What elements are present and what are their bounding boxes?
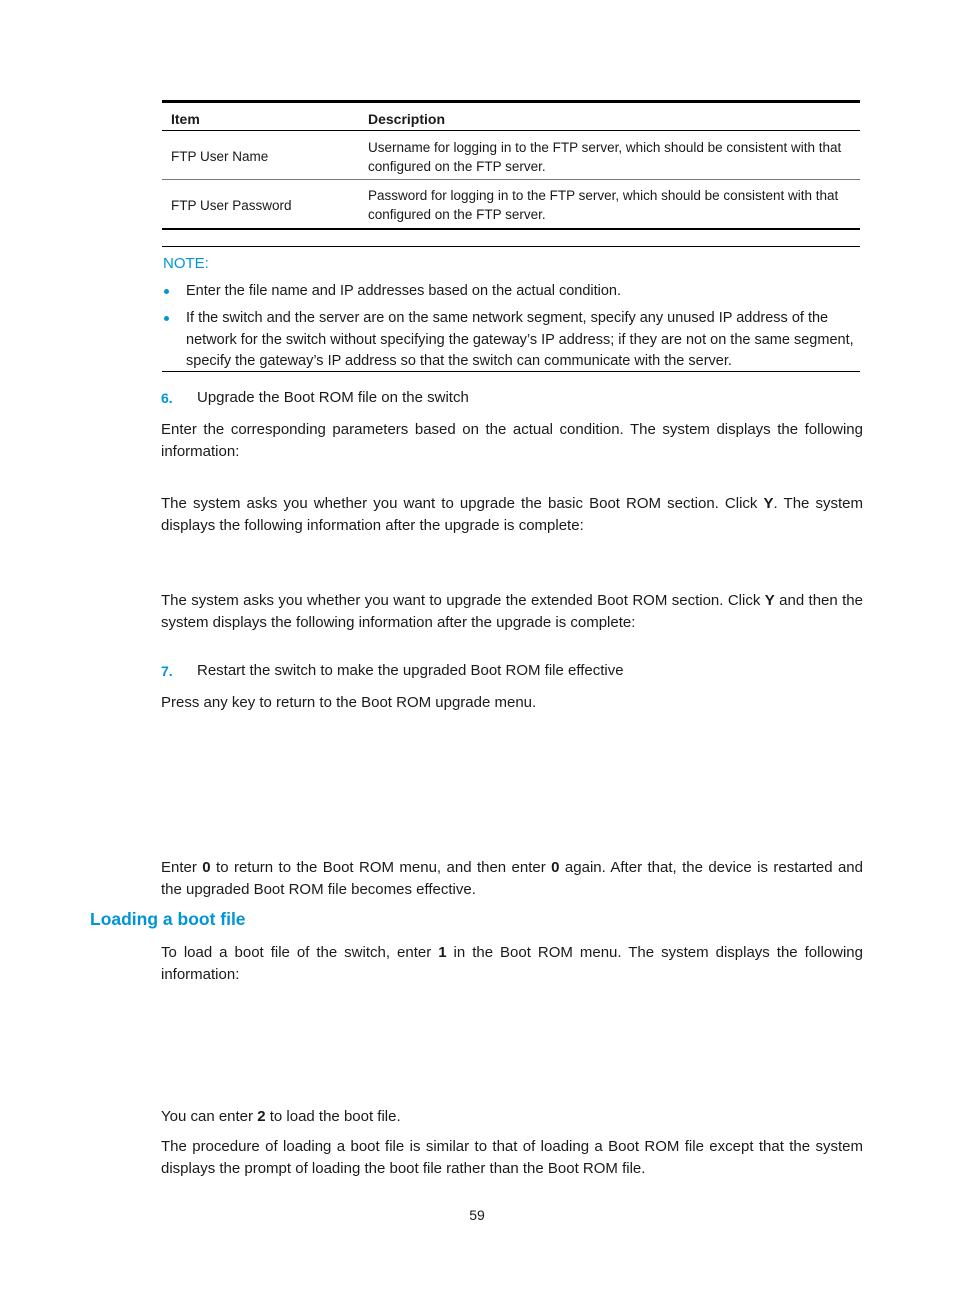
note-bullet-text: Enter the file name and IP addresses based on the actual condition. [186,283,622,299]
body-paragraph: The procedure of loading a boot file is similar to that of loading a Boot ROM file except that the system displays the prompt of loading the boot file rather than the Boot ROM file. [161,1138,863,1177]
body-paragraph: The system asks you whether you want to upgrade the extended Boot ROM section. Click Y and then the system displays the following information after the upgrade is complete: [161,592,863,631]
body-paragraph: Enter the corresponding parameters based on the actual condition. The system displays the following information: [161,421,863,460]
table-bottom-rule [162,228,860,230]
note-top-rule [162,246,860,247]
table-header-item: Item [171,111,200,127]
section-heading: Loading a boot file [90,909,246,929]
note-bottom-rule [162,371,860,372]
note-bullet-text: If the switch and the server are on the same network segment, specify any unused IP address of the network for the switch without specifying the gateway’s IP address; if they are not on the same segment, specify the gateway’s IP address so that the switch can communicate with the server. [186,310,854,369]
step-text: Upgrade the Boot ROM file on the switch [197,389,469,406]
step-text: Restart the switch to make the upgraded Boot ROM file effective [197,662,624,679]
table-header-rule [162,130,860,131]
table-cell-item: FTP User Password [171,198,292,213]
body-paragraph: Enter 0 to return to the Boot ROM menu, and then enter 0 again. After that, the device is restarted and the upgraded Boot ROM file becomes effective. [161,859,863,898]
table-top-rule [162,100,860,103]
table-cell-item: FTP User Name [171,149,269,164]
table-row-rule [162,179,860,180]
step-number: 7. [161,663,173,679]
bullet-icon [164,289,169,294]
note-title: NOTE: [163,255,209,272]
body-paragraph: To load a boot file of the switch, enter 1 in the Boot ROM menu. The system displays the following information: [161,944,863,983]
body-paragraph: Press any key to return to the Boot ROM upgrade menu. [161,694,537,711]
body-paragraph: You can enter 2 to load the boot file. [161,1108,401,1125]
table-header-description: Description [368,111,446,127]
table-cell-description: Username for logging in to the FTP server, which should be consistent with that configured on the FTP server. [368,140,842,174]
page-number: 59 [469,1207,485,1223]
bullet-icon [164,316,169,321]
body-paragraph: The system asks you whether you want to upgrade the basic Boot ROM section. Click Y. The system displays the following information after the upgrade is complete: [161,495,863,534]
table-cell-description: Password for logging in to the FTP server, which should be consistent with that configured on the FTP server. [368,188,839,222]
step-number: 6. [161,390,173,406]
